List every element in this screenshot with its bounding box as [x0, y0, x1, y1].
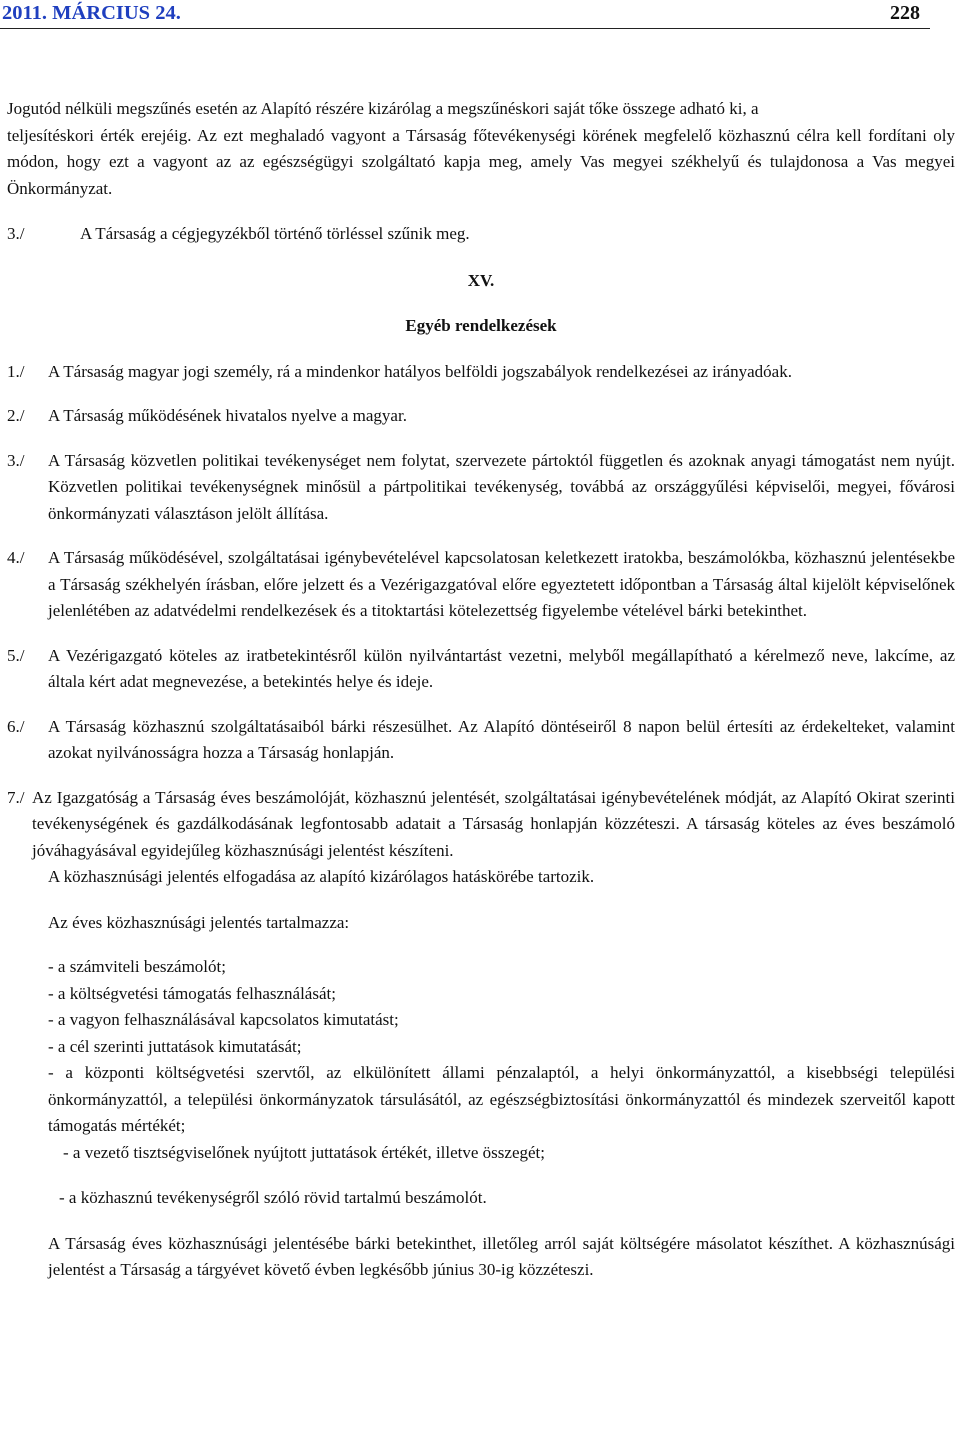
- item-text: A Társaság működésének hivatalos nyelve a magyar.: [48, 406, 407, 425]
- report-intro: Az éves közhasznúsági jelentés tartalmazza:: [48, 912, 350, 932]
- header-date: 2011. MÁRCIUS 24.: [2, 2, 181, 24]
- section-title: Egyéb rendelkezések: [405, 316, 557, 335]
- report-list-item-summary: - a közhasznú tevékenységről szóló rövid tartalmú beszámolót.: [59, 1188, 487, 1207]
- provision-item-3: [7, 448, 955, 528]
- item-number: 3./: [7, 450, 25, 470]
- intro-line-1: Jogutód nélküli megszűnés esetén az Alapító részére kizárólag a megszűnéskori saját tőke összege adható ki, a: [7, 99, 759, 118]
- intro-paragraph: teljesítéskori érték erejéig. Az ezt meghaladó vagyont a Társaság főtevékenységi körének megfelelő közhasznú célra kell fordítani oly módon, hogy ezt a vagyont az az egészségügyi szolgáltató kapja meg, amely Vas megyei székhelyű és tulajdonosa a Vas megyei Önkormányzat.: [7, 125, 955, 198]
- item-text: A Társaság közvetlen politikai tevékenységet nem folytat, szervezete pártoktól független és azoknak anyagi támogatást nem nyújt. Közvetlen politikai tevékenységnek minősül a pártpolitikai tevékenység, továbbá az országgyűlési képviselői, megyei, fővárosi önkormányzati választáson jelölt állítása.: [48, 450, 955, 523]
- item-text: A Társaság közhasznú szolgáltatásaiból bárki részesülhet. Az Alapító döntéseiről 8 napon belül értesíti az érdekelteket, valamint azokat nyilvánosságra hozza a Társaság honlapján.: [48, 716, 955, 762]
- item-number: 6./: [7, 716, 25, 736]
- report-list-item-leader: - a vezető tisztségviselőnek nyújtott juttatások értékét, illetve összegét;: [63, 1142, 545, 1162]
- page-number: 228: [890, 2, 920, 24]
- document-body: [7, 96, 955, 1284]
- item-7-extra: A közhasznúsági jelentés elfogadása az alapító kizárólagos hatáskörébe tartozik.: [48, 867, 595, 886]
- item-number: 7./: [7, 787, 25, 807]
- item-text: A Társaság magyar jogi személy, rá a mindenkor hatályos belföldi jogszabályok rendelkezései az irányadóak.: [48, 361, 792, 381]
- item-number: 4./: [7, 548, 25, 567]
- provision-item-1: [7, 359, 955, 386]
- item-text: A Vezérigazgató köteles az iratbetekintésről külön nyilvántartást vezetni, melyből megállapítható a kérelmező neve, lakcíme, az általa kért adat megnevezése, a betekintés helye és ideje.: [48, 645, 955, 691]
- provision-item-6: [7, 714, 955, 767]
- report-list-item: - a számviteli beszámolót;: [48, 957, 226, 976]
- item-text: Az Igazgatóság a Társaság éves beszámolóját, közhasznú jelentését, szolgáltatásai igénybevételének módját, az Alapító Okirat szerinti tevékenységének és gazdálkodásának legfontosabb adatait a Társaság honlapján közzéteszi. A társaság köteles az éves beszámoló jóváhagyásával egyidejűleg közhasznúsági jelentést készíteni.: [32, 787, 955, 860]
- item-number: 5./: [7, 645, 25, 665]
- page-header: [0, 0, 930, 29]
- item-number: 2./: [7, 406, 25, 425]
- report-list-item: - a cél szerinti juttatások kimutatását;: [48, 1036, 302, 1056]
- item-number: 1./: [7, 361, 25, 381]
- item-number: 3./: [7, 224, 25, 243]
- closing-paragraph: A Társaság éves közhasznúsági jelentésébe bárki betekinthet, illetőleg arról saját költségére másolatot készíthet. A közhasznúsági jelentést a Társaság a tárgyévet követő évben legkésőbb június 30-ig közzéteszi.: [48, 1233, 955, 1279]
- provision-item-2: [7, 403, 955, 430]
- item-text: A Társaság működésével, szolgáltatásai igénybevételével kapcsolatosan keletkezett iratokba, beszámolókba, közhasznú jelentésekbe a Társaság székhelyén írásban, előre jelzett és a Vezérigazgatóval előre egyeztetett időpontban a Társaság által kijelölt képviselőnek jelenlétében az adatvédelmi rendelkezések és a titoktartási kötelezettség figyelembe vételével bárki betekinthet.: [48, 548, 955, 620]
- item-text: A Társaság a cégjegyzékből történő törléssel szűnik meg.: [80, 224, 470, 243]
- provision-item-7: [7, 785, 955, 865]
- dissolution-item-3: [7, 221, 955, 248]
- section-number: XV.: [467, 270, 495, 290]
- report-list-item: - a központi költségvetési szervtől, az elkülönített állami pénzalaptól, a helyi önkormányzattól, a kisebbségi települési önkormányzattól, a települési önkormányzatok társulásától, az egészségbiztosítási önkormányzattól és mindezek szerveitől kapott támogatás mértékét;: [48, 1063, 955, 1135]
- provision-item-4: [7, 545, 955, 625]
- report-list-item: - a vagyon felhasználásával kapcsolatos kimutatást;: [48, 1010, 399, 1029]
- report-list-item: - a költségvetési támogatás felhasználását;: [48, 983, 336, 1003]
- provision-item-5: [7, 643, 955, 696]
